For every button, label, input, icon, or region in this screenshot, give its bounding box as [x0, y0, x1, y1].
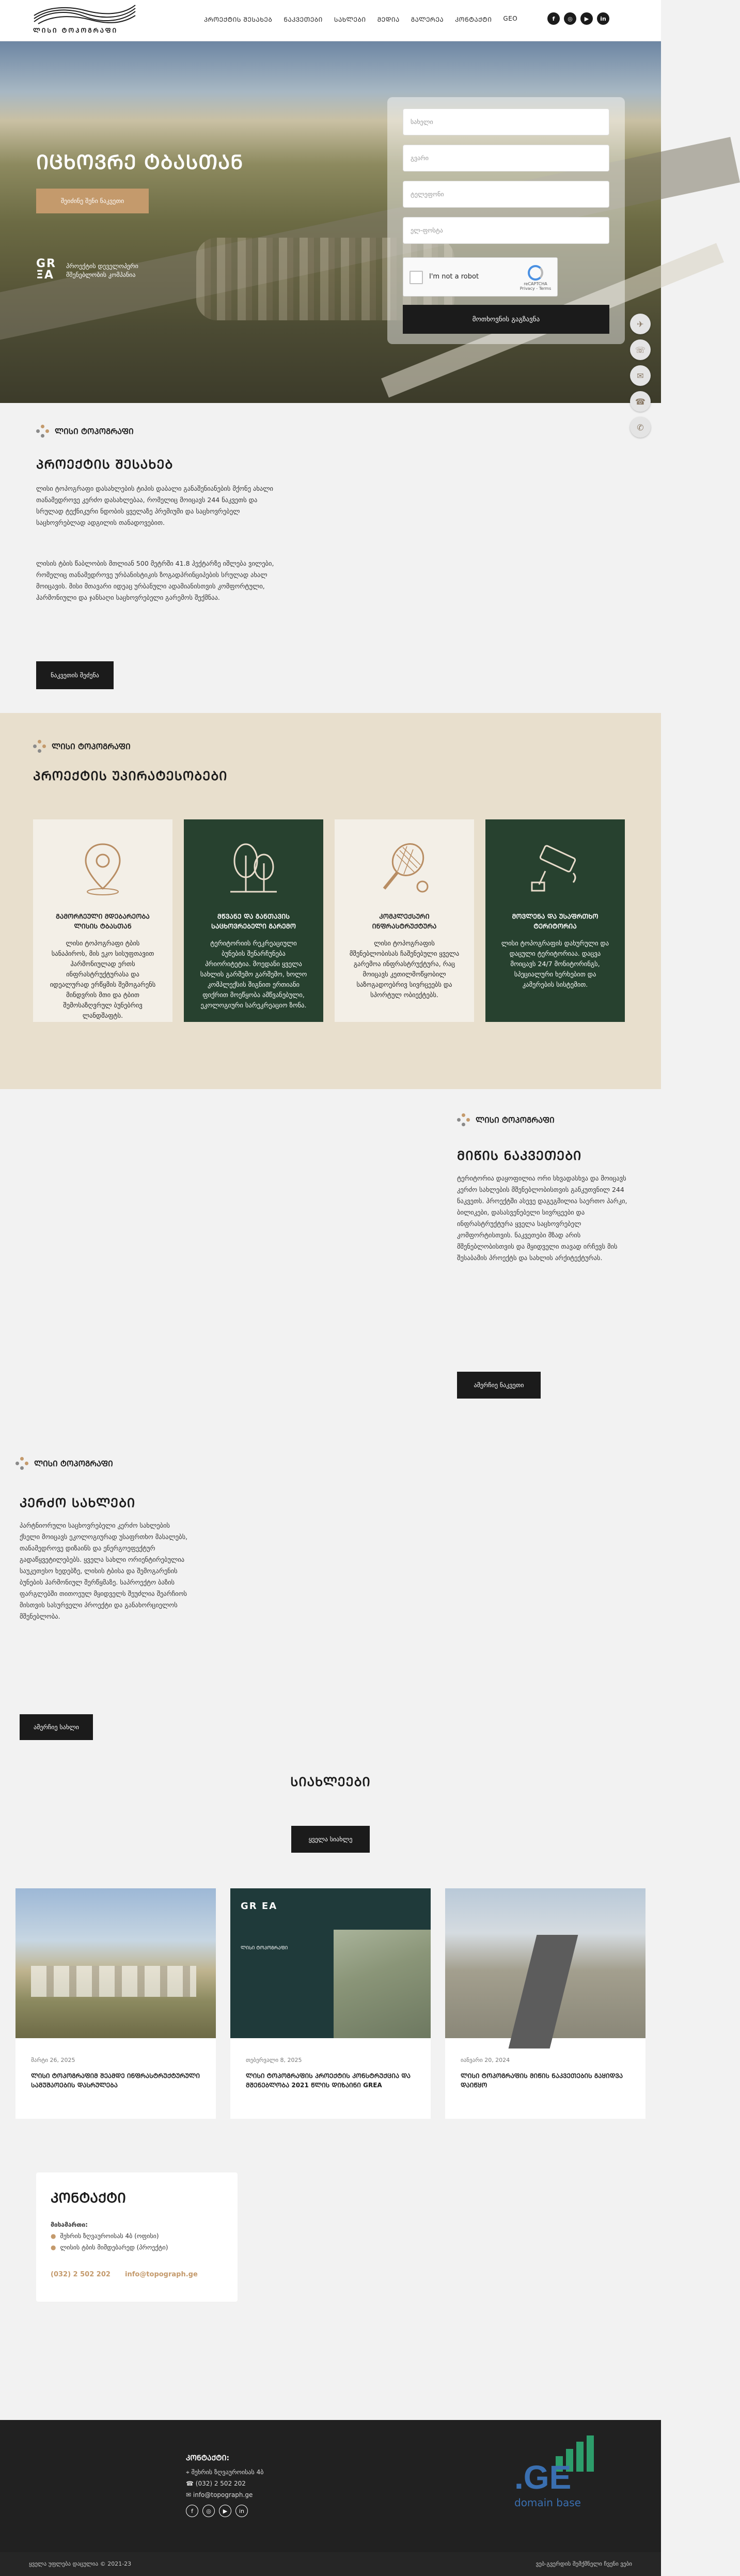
linkedin-icon[interactable]: in: [235, 2505, 248, 2517]
nav-houses[interactable]: ᲡᲐᲮᲚᲔᲑᲘ: [334, 16, 366, 23]
site-logo[interactable]: [33, 7, 136, 34]
choose-house-button[interactable]: ამერჩიე სახლი: [20, 1714, 93, 1740]
news-image: [230, 1888, 431, 2038]
all-news-button[interactable]: ყველა სიახლე: [291, 1826, 370, 1853]
nav-plots[interactable]: ᲜᲐᲙᲕᲔᲗᲔᲑᲘ: [284, 16, 323, 23]
news-image-aerial: [334, 1930, 431, 2038]
footer-contact-title: ᲙᲝᲜᲢᲐᲥᲢᲘ:: [186, 2454, 230, 2462]
youtube-icon[interactable]: ▶: [580, 12, 593, 25]
phone-icon: ☎: [186, 2480, 196, 2487]
viber-icon[interactable]: ✆: [630, 417, 651, 438]
buy-plot-button[interactable]: შეიძინე შენი ნაკვეთი: [36, 189, 149, 213]
dots-icon: [15, 1457, 29, 1470]
houses-title: ᲙᲔᲠᲫᲝ ᲡᲐᲮᲚᲔᲑᲘ: [20, 1496, 136, 1510]
project-address: ● ლისის ტბის მიმდებარედ (პროექტი): [51, 2244, 168, 2251]
nav-about[interactable]: ᲞᲠᲝᲔᲥᲢᲘᲡ ᲨᲔᲡᲐᲮᲔᲑ: [204, 16, 273, 23]
news-card[interactable]: [230, 1888, 431, 2119]
copyright: ყველა უფლება დაცულია © 2021-23: [29, 2561, 132, 2567]
news-headline: ᲚᲘᲡᲘ ᲢᲝᲞᲝᲒᲠᲐᲤᲘᲡ ᲛᲘᲬᲘᲡ ᲜᲐᲙᲕᲔᲗᲔᲑᲘᲡ ᲒᲐᲧᲘᲓᲕᲐ ᲓᲐᲘᲬᲧᲝ: [461, 2072, 623, 2089]
advantage-title: ᲙᲝᲛᲞᲚᲔᲥᲡᲣᲠᲘ ᲘᲜᲤᲠᲐᲡᲢᲠᲣᲥᲢᲣᲠᲐ: [372, 912, 437, 930]
choose-plot-button[interactable]: ამერჩიე ნაკვეთი: [457, 1372, 541, 1399]
advantages-kicker: ᲚᲘᲡᲘ ᲢᲝᲞᲝᲒᲠᲐᲤᲘ: [33, 740, 131, 753]
advantage-desc: ლისი ტოპოგრაფის დახურული და დაცული ტერიტორიაა. დაცვა მოიცავს 24/7 მონიტორინგს, სპეციალური ხერხებით და კამერების სისტემით.: [501, 939, 609, 988]
location-pin-icon: ●: [51, 2232, 56, 2240]
location-pin-icon: ⌖: [186, 2469, 192, 2476]
nav-media[interactable]: ᲛᲔᲓᲘᲐ: [377, 16, 400, 23]
logo-text: ᲚᲘᲡᲘ ᲢᲝᲞᲝᲒᲠᲐᲤᲘ: [33, 27, 118, 34]
news-image-road: [509, 1935, 578, 2049]
dots-icon: [33, 740, 46, 753]
about-paragraph-2: ლისის ტბის წაბლობის მთლიან 500 მეტრში 41.8 ჰექტარზე იშლება ვილები, რომელიც თანამედროვე ურბანისტიკის ზოგადპრინციპების სრულად ახალ მოიცავის. მისი მთავარი იდეაც ურბანული ადამიანისთვის კომფორტული, ჰარმონიული და ჯანსაღი საცხოვრებელი გარემოს შექმნაა.: [36, 560, 274, 601]
advantage-title: ᲛᲬᲕᲐᲜᲔ ᲓᲐ ᲒᲐᲜᲗᲐᲕᲘᲡ ᲡᲐᲪᲮᲝᲕᲠᲔᲑᲔᲚᲘ ᲒᲐᲠᲔᲛᲝ: [211, 912, 296, 930]
nav-contact[interactable]: ᲙᲝᲜᲢᲐᲥᲢᲘ: [455, 16, 492, 23]
contact-email[interactable]: info@topograph.ge: [125, 2271, 198, 2278]
advantages-section: [0, 713, 661, 1089]
advantage-title: ᲛᲝᲕᲚᲔᲜᲐ ᲓᲐ ᲣᲡᲐᲤᲠᲗᲮᲝ ᲢᲔᲠᲘᲢᲝᲠᲘᲐ: [512, 912, 599, 930]
contact-card: [36, 2172, 238, 2302]
footer-bottom-bar: [0, 2552, 661, 2576]
domain-base-badge[interactable]: [514, 2435, 618, 2513]
recaptcha-icon: [528, 265, 543, 281]
mail-icon: ✉: [186, 2491, 193, 2499]
hero-title: ᲘᲪᲮᲝᲕᲠᲔ ᲢᲑᲐᲡᲗᲐᲜ: [36, 151, 244, 174]
site-header: [0, 0, 661, 41]
header-socials: [547, 12, 609, 25]
footer-phone[interactable]: ☎ (032) 2 502 202: [186, 2480, 246, 2487]
whatsapp-icon[interactable]: ☏: [630, 339, 651, 360]
advantage-desc: ლისი ტოპოგრაფის მშენებლობისას ჩაშენებული ყველა გარემოა ინფრასტრუქტურა, რაც მოიცავს კეთილმოწყობილ საზოგადოებრივ სივრცეებს და სპორტულ ობიექტებს.: [349, 939, 460, 999]
nav-gallery[interactable]: ᲒᲐᲚᲔᲠᲔᲐ: [411, 16, 444, 23]
last-name-field[interactable]: გვარი: [403, 145, 609, 172]
news-date: მარტი 26, 2025: [31, 2057, 75, 2063]
news-image-buildings: [31, 1966, 196, 1997]
about-kicker: ᲚᲘᲡᲘ ᲢᲝᲞᲝᲒᲠᲐᲤᲘ: [36, 425, 134, 438]
houses-kicker: ᲚᲘᲡᲘ ᲢᲝᲞᲝᲒᲠᲐᲤᲘ: [15, 1457, 113, 1470]
advantages-title: ᲞᲠᲝᲔᲥᲢᲘᲡ ᲣᲞᲘᲠᲐᲢᲔᲡᲝᲑᲔᲑᲘ: [33, 769, 228, 783]
about-paragraph-1: ლისი ტოპოგრაფი დასახლების ტიპის დაბალი განაშენიანების მქონე ახალი თანამედროვე კერძო დასახლებაა, რომელიც მოიცავს 244 ნაკვეთს და სრულად ტექნიკური ნდობის ყველაზე პრემიუმი და საცხოვრებელ საცხოვრებლად ადგილის თანადოვებით.: [36, 485, 274, 526]
first-name-field[interactable]: სახელი: [403, 108, 609, 135]
advantage-desc: ლისი ტოპოგრაფი ტბის სანაპიროს, მის ეკო სისუფთავით ჰარმონიულად ერთს ინფრასტრუქტურასა და იდეალურად ერწყმის შემოგარენს მინდვრის მთი და ტბით შემოსაზღვრულ ბუნებრივ ლანდშაფტს.: [50, 939, 156, 1019]
floating-contact-buttons: [630, 314, 651, 438]
youtube-icon[interactable]: ▶: [219, 2505, 231, 2517]
dots-icon: [36, 425, 50, 438]
news-date: თებერვალი 8, 2025: [246, 2057, 302, 2063]
office-address: ● შეხრის ზღვაუროისას 4ბ (ოფისი): [51, 2232, 159, 2240]
about-title: ᲞᲠᲝᲔᲥᲢᲘᲡ ᲨᲔᲡᲐᲮᲔᲑ: [36, 457, 174, 472]
advantage-card-green: [184, 819, 323, 1022]
facebook-icon[interactable]: f: [186, 2505, 198, 2517]
advantage-desc: ტერიტორიის რეკრეაციული ბუნების შენარჩუნება პრიორიტეტია. მოედანი ყველა სახლის გარშემო გარშემო, ხოლო კომპლექსის შიგნით ერთიანი ფიქრით მოეწყობა ამწვანებული, ეკოლოგიური სარეკრეაციო ზონა.: [200, 939, 307, 1009]
news-card[interactable]: [15, 1888, 216, 2119]
news-image: [15, 1888, 216, 2038]
camera-icon: [522, 835, 589, 902]
news-image-text: ᲚᲘᲡᲘ ᲢᲝᲞᲝᲒᲠᲐᲤᲘ: [241, 1946, 288, 1951]
linkedin-icon[interactable]: in: [597, 12, 609, 25]
contact-phone[interactable]: (032) 2 502 202: [51, 2271, 111, 2278]
grea-logo: GR ΞA: [36, 257, 56, 282]
recaptcha-widget: [403, 257, 558, 297]
footer-address: ⌖ შეხრის ზღვაუროისას 4ბ: [186, 2469, 264, 2476]
plots-paragraph: ტერიტორია დაყოფილია ორი სხვადასხვა და მოიცავს კერძო სახლების მშენებლობისთვის განკუთვნილ 244 ნაკვეთს. პროექტში ასევე დაგეგმილია საერთო პარკი, ბილიკები, დასასვენებელი სივრცეები და ინფრასტრუქტურა ყველა საცხოვრებელ კომფორტისთვის. ნაკვეთები მზად არის მშენებლობისთვის და მყიდველი თავად ირჩევს მის შესაბამის პროექტს და სახლის არქიტექტურას.: [457, 1174, 627, 1262]
telegram-icon[interactable]: ✈: [630, 314, 651, 334]
recaptcha-label: I'm not a robot: [429, 273, 479, 281]
tennis-icon: [371, 835, 438, 902]
news-card[interactable]: [445, 1888, 645, 2119]
news-date: იანვარი 20, 2024: [461, 2057, 510, 2063]
news-headline: ᲚᲘᲡᲘ ᲢᲝᲞᲝᲒᲠᲐᲤᲘᲛ ᲨᲔᲐᲛᲓᲔ ᲘᲜᲤᲠᲐᲡᲢᲠᲣᲥᲢᲣᲠᲣᲚᲘ ᲡᲐᲛᲣᲨᲐᲝᲔᲑᲘᲡ ᲓᲐᲡᲠᲣᲚᲔᲑᲐ: [31, 2072, 200, 2089]
instagram-icon[interactable]: ◎: [564, 12, 576, 25]
houses-paragraph: პარტნიორული საცხოვრებელი კერძო სახლების ქსელი მოიცავს ეკოლოგიურად უსაფრთხო მასალებს, თანამედროვე დიზაინს და ენერგოეფექტურ გადაწყვეტილებებს. ყველა სახლი ორიენტირებულია საუკეთესო ხედებზე, ლისის ტბისა და შემოგარენის ბუნების ჰარმონიულ შერწყმაზე. საპროექტო ბაზის ფარგლებში თითოეულ მყიდველს შეუძლია შეარჩიოს მისთვის სასურველი პროექტი და განახორციელოს მშენებლობა.: [20, 1522, 188, 1620]
domain-base-logo: .GE: [514, 2459, 572, 2496]
plots-title: ᲛᲘᲬᲘᲡ ᲜᲐᲙᲕᲔᲗᲔᲑᲘ: [457, 1149, 582, 1163]
email-field[interactable]: ელ-ფოსტა: [403, 217, 609, 244]
news-headline: ᲚᲘᲡᲘ ᲢᲝᲞᲝᲒᲠᲐᲤᲘᲡ ᲞᲠᲝᲔᲥᲢᲘᲡ ᲙᲝᲜᲡᲢᲠᲣᲥᲪᲘᲐ ᲓᲐ ᲛᲨᲔᲜᲔᲑᲚᲝᲑᲐ 2021 ᲬᲚᲘᲡ ᲓᲘᲖᲐᲘᲜᲘ GREA: [246, 2072, 411, 2089]
contact-form: [387, 97, 625, 344]
phone-field[interactable]: ტელეფონი: [403, 181, 609, 208]
domain-base-caption: domain base: [514, 2496, 581, 2509]
news-image: [445, 1888, 645, 2038]
dots-icon: [457, 1113, 470, 1127]
developer-brand-text: პროექტის დეველოპერი მშენებლობის კომპანია: [66, 262, 138, 278]
recaptcha-checkbox[interactable]: [410, 271, 423, 284]
nav-language[interactable]: GEO: [503, 15, 518, 22]
trees-icon: [220, 835, 287, 902]
instagram-icon[interactable]: ◎: [202, 2505, 215, 2517]
site-credit[interactable]: ვებ-გვერდის შემქმნელი ჩვენი ვები: [536, 2561, 632, 2567]
buy-plot-about-button[interactable]: ნაკვეთის შეძენა: [36, 661, 114, 689]
advantage-title: ᲒᲐᲛᲝᲠᲩᲔᲣᲚᲘ ᲛᲓᲔᲑᲐᲠᲔᲝᲑᲐ ᲚᲘᲡᲘᲡ ᲢᲑᲐᲡᲗᲐᲜ: [56, 912, 150, 930]
submit-request-button[interactable]: მოთხოვნის გაგზავნა: [403, 305, 609, 334]
advantage-card-security: [485, 819, 625, 1022]
address-label: მისამართი:: [51, 2221, 88, 2228]
main-nav: [204, 15, 517, 24]
news-image-logo: GR EA: [241, 1901, 278, 1912]
location-pin-icon: [69, 835, 136, 902]
advantage-card-infrastructure: [335, 819, 474, 1022]
location-pin-icon: ●: [51, 2244, 56, 2251]
facebook-icon[interactable]: f: [547, 12, 560, 25]
advantage-card-location: [33, 819, 172, 1022]
logo-contour-icon: [33, 7, 136, 25]
plots-kicker: ᲚᲘᲡᲘ ᲢᲝᲞᲝᲒᲠᲐᲤᲘ: [457, 1113, 555, 1127]
developer-brand: [36, 258, 138, 283]
phone-icon[interactable]: ☎: [630, 391, 651, 412]
footer-email[interactable]: ✉ info@topograph.ge: [186, 2491, 253, 2499]
contact-title: ᲙᲝᲜᲢᲐᲥᲢᲘ: [51, 2191, 126, 2206]
news-title: ᲡᲘᲐᲮᲚᲔᲔᲑᲘ: [290, 1775, 371, 1789]
messenger-icon[interactable]: ✉: [630, 365, 651, 386]
recaptcha-logo: reCAPTCHA Privacy - Terms: [519, 265, 552, 291]
